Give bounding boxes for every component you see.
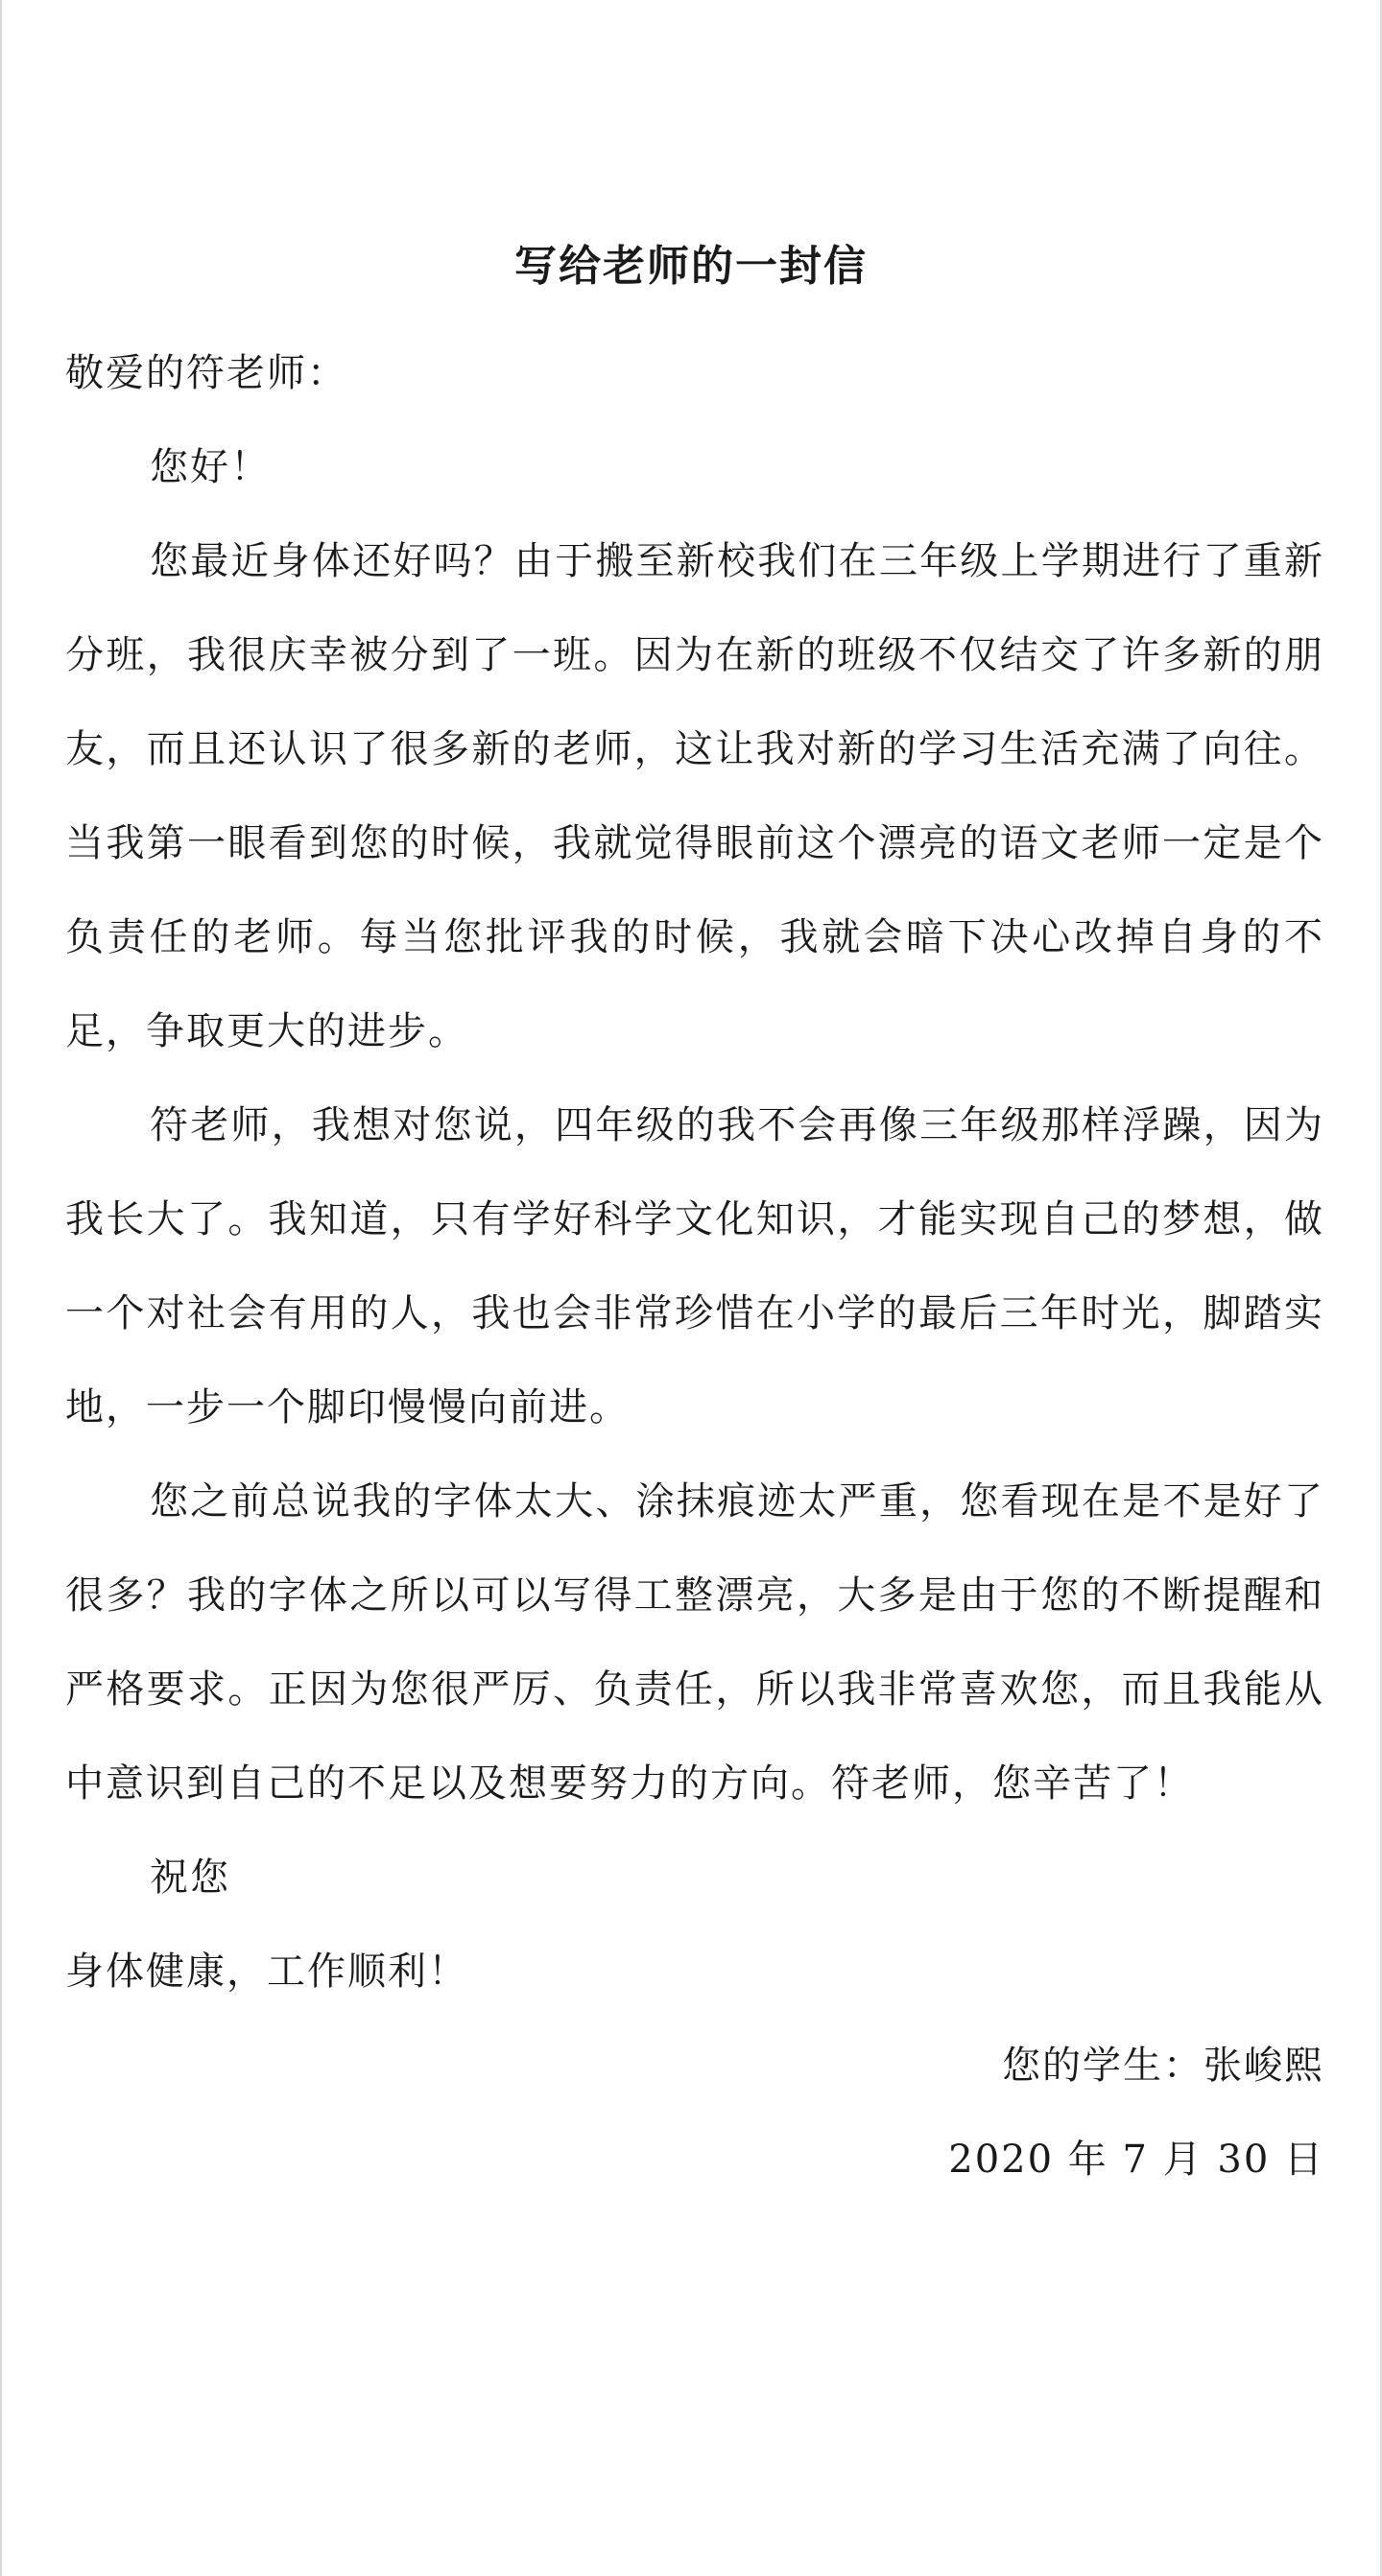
paragraph-3: 您之前总说我的字体太大、涂抹痕迹太严重，您看现在是不是好了很多？我的字体之所以可以写得工整漂亮，大多是由于您的不断提醒和严格要求。正因为您很严厉、负责任，所以我非常喜欢您，而且我能从中意识到自己的不足以及想要努力的方向。符老师，您辛苦了！: [65, 1479, 1324, 1806]
salutation: 敬爱的符老师：: [65, 351, 347, 395]
letter-title: 写给老师的一封信: [514, 242, 868, 291]
paragraph-1: 您最近身体还好吗？由于搬至新校我们在三年级上学期进行了重新分班，我很庆幸被分到了一班。因为在新的班级不仅结交了许多新的朋友，而且还认识了很多新的老师，这让我对新的学习生活充满了向往。当我第一眼看到您的时候，我就觉得眼前这个漂亮的语文老师一定是个负责任的老师。每当您批评我的时候，我就会暗下决心改掉自身的不足，争取更大的进步。: [65, 539, 1324, 1053]
closing-line-2: 身体健康，工作顺利！: [65, 1950, 468, 1994]
paragraph-2: 符老师，我想对您说，四年级的我不会再像三年级那样浮躁，因为我长大了。我知道，只有学好科学文化知识，才能实现自己的梦想，做一个对社会有用的人，我也会非常珍惜在小学的最后三年时光，脚踏实地，一步一个脚印慢慢向前进。: [65, 1103, 1324, 1430]
date: 2020 年 7 月 30 日: [948, 2138, 1324, 2182]
letter-body: [65, 326, 1324, 2207]
signature: 您的学生：张峻熙: [1002, 2044, 1324, 2088]
greeting: 您好！: [150, 445, 271, 489]
closing-line-1: 祝您: [150, 1855, 230, 1900]
